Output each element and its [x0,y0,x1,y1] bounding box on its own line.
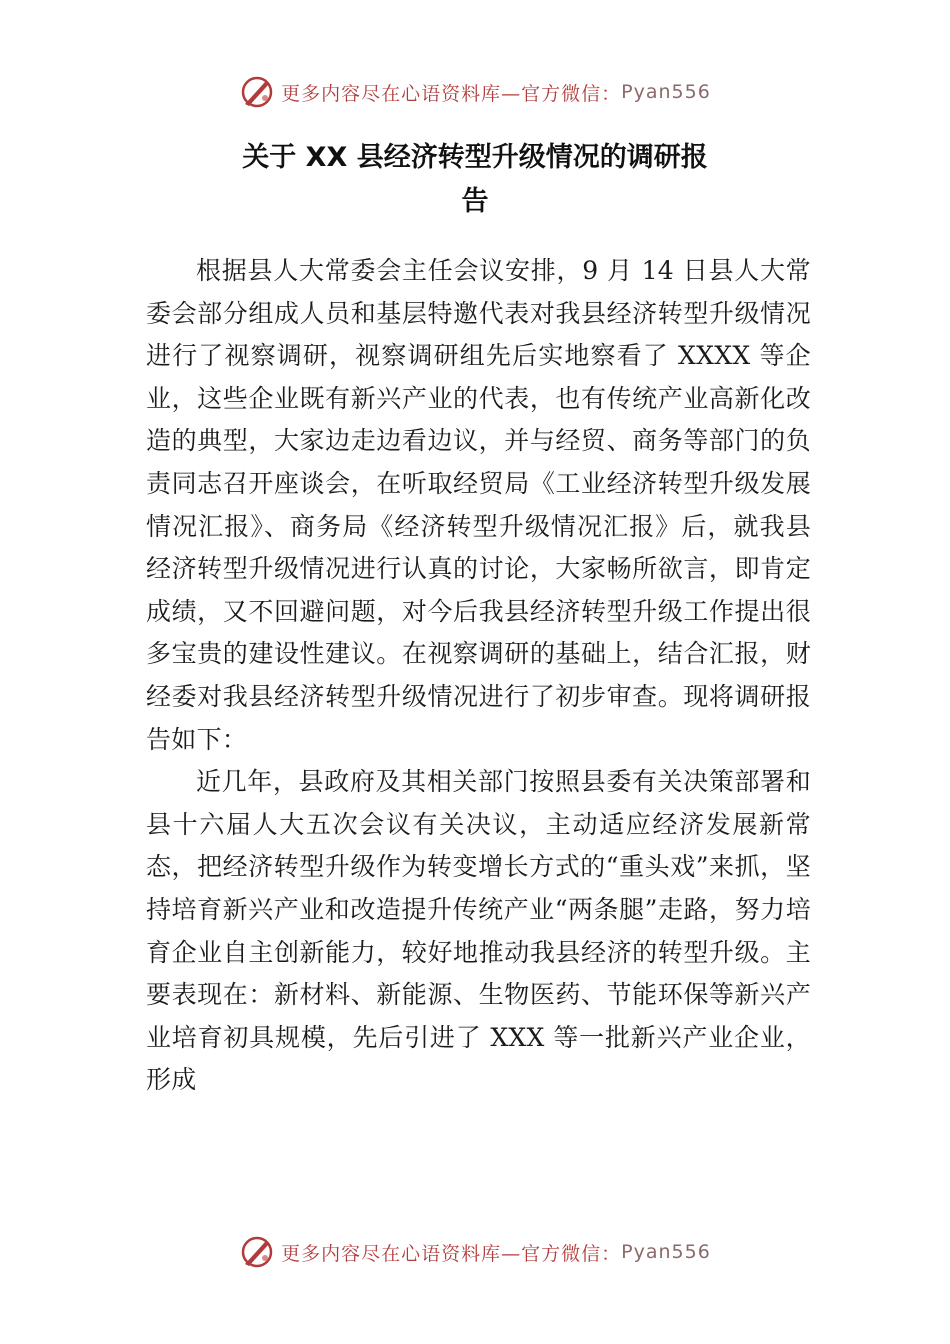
title-line-1: 关于 XX 县经济转型升级情况的调研报 [242,142,708,173]
watermark-wechat-id: Pyan556 [621,1241,711,1263]
document-title [140,136,810,224]
document-body [146,250,811,1102]
watermark-text: 更多内容尽在心语资料库—官方微信： [281,82,622,105]
paragraph-2: 近几年，县政府及其相关部门按照县委有关决策部署和县十六届人大五次会议有关决议，主动适应经济发展新常态，把经济转型升级作为转变增长方式的“重头戏”来抓，坚持培育新兴产业和改造提升传统产业“两条腿”走路，努力培育企业自主创新能力，较好地推动我县经济的转型升级。主要表现在：新材料、新能源、生物医药、节能环保等新兴产业培育初具规模，先后引进了 XXX 等一批新兴产业企业，形成 [146,767,811,1095]
title-line-2: 告 [461,186,489,217]
watermark-wechat-id: Pyan556 [621,81,711,103]
footer-watermark [0,1232,950,1272]
pen-logo-icon [239,1234,275,1270]
watermark-text: 更多内容尽在心语资料库—官方微信： [281,1242,622,1265]
pen-logo-icon [239,74,275,110]
header-watermark [0,72,950,112]
paragraph-1: 根据县人大常委会主任会议安排，9 月 14 日县人大常委会部分组成人员和基层特邀代表对我县经济转型升级情况进行了视察调研，视察调研组先后实地察看了 XXXX 等企业，这些企业既有新兴产业的代表，也有传统产业高新化改造的典型，大家边走边看边议，并与经贸、商务等部门的负责同志召开座谈会，在听取经贸局《工业经济转型升级发展情况汇报》、商务局《经济转型升级情况汇报》后，就我县经济转型升级情况进行认真的讨论，大家畅所欲言，即肯定成绩，又不回避问题，对今后我县经济转型升级工作提出很多宝贵的建设性建议。在视察调研的基础上，结合汇报，财经委对我县经济转型升级情况进行了初步审查。现将调研报告如下： [146,256,811,754]
